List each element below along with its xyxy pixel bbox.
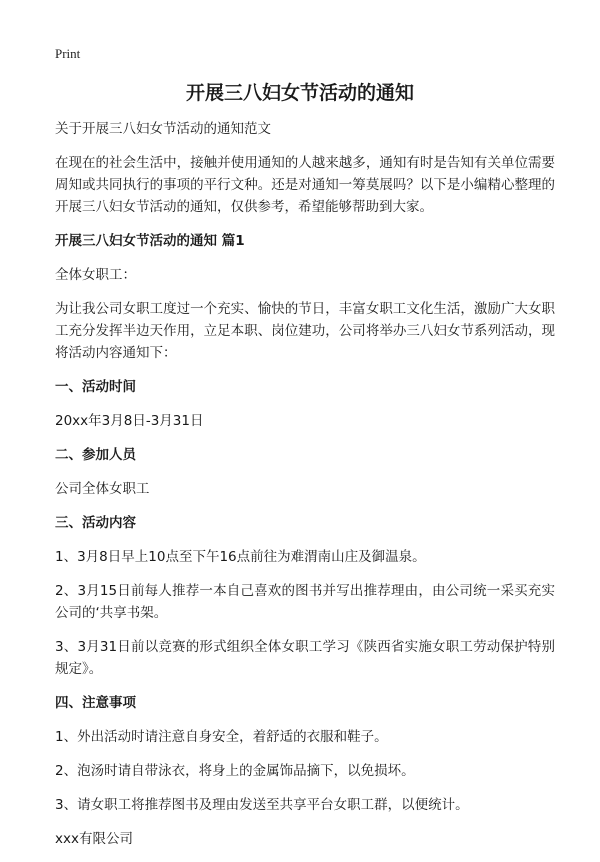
- notes-item: 1、外出活动时请注意自身安全，着舒适的衣服和鞋子。: [55, 729, 388, 745]
- salutation: 全体女职工：: [55, 267, 136, 283]
- content-item: 3、3月31日前以竞赛的形式组织全体女职工学习《陕西省实施女职工劳动保护特别规定》。: [55, 639, 555, 677]
- signature: xxx有限公司: [55, 831, 133, 847]
- notes-item: 3、请女职工将推荐图书及理由发送至共享平台女职工群，以便统计。: [55, 797, 469, 813]
- print-link[interactable]: Print: [55, 46, 81, 61]
- opening-paragraph: 为让我公司女职工度过一个充实、愉快的节日，丰富女职工文化生活，激励广大女职工充分发挥半边天作用，立足本职、岗位建功，公司将举办三八妇女节系列活动，现将活动内容通知下：: [55, 301, 555, 361]
- document-subtitle: 关于开展三八妇女节活动的通知范文: [55, 121, 271, 137]
- section-text-participants: 公司全体女职工: [55, 481, 150, 497]
- page-title: 开展三八妇女节活动的通知: [185, 82, 414, 104]
- section-heading-time: 一、活动时间: [55, 379, 136, 395]
- section-heading-content: 三、活动内容: [55, 515, 136, 531]
- content-item: 1、3月8日早上10点至下午16点前往为难渭南山庄及御温泉。: [55, 549, 426, 565]
- document-body: [55, 118, 555, 862]
- section-text-time: 20xx年3月8日-3月31日: [55, 413, 204, 429]
- notes-item: 2、泡汤时请自带泳衣，将身上的金属饰品摘下，以免损坏。: [55, 763, 415, 779]
- intro-paragraph: 在现在的社会生活中，接触并使用通知的人越来越多，通知有时是告知有关单位需要周知或共同执行的事项的平行文种。还是对通知一筹莫展吗？以下是小编精心整理的开展三八妇女节活动的通知，仅供参考，希望能够帮助到大家。: [55, 155, 555, 215]
- article-heading: 开展三八妇女节活动的通知 篇1: [55, 233, 245, 249]
- section-heading-participants: 二、参加人员: [55, 447, 136, 463]
- content-item: 2、3月15日前每人推荐一本自己喜欢的图书并写出推荐理由，由公司统一采买充实公司的‘共享书架。: [55, 583, 555, 621]
- section-heading-notes: 四、注意事项: [55, 695, 136, 711]
